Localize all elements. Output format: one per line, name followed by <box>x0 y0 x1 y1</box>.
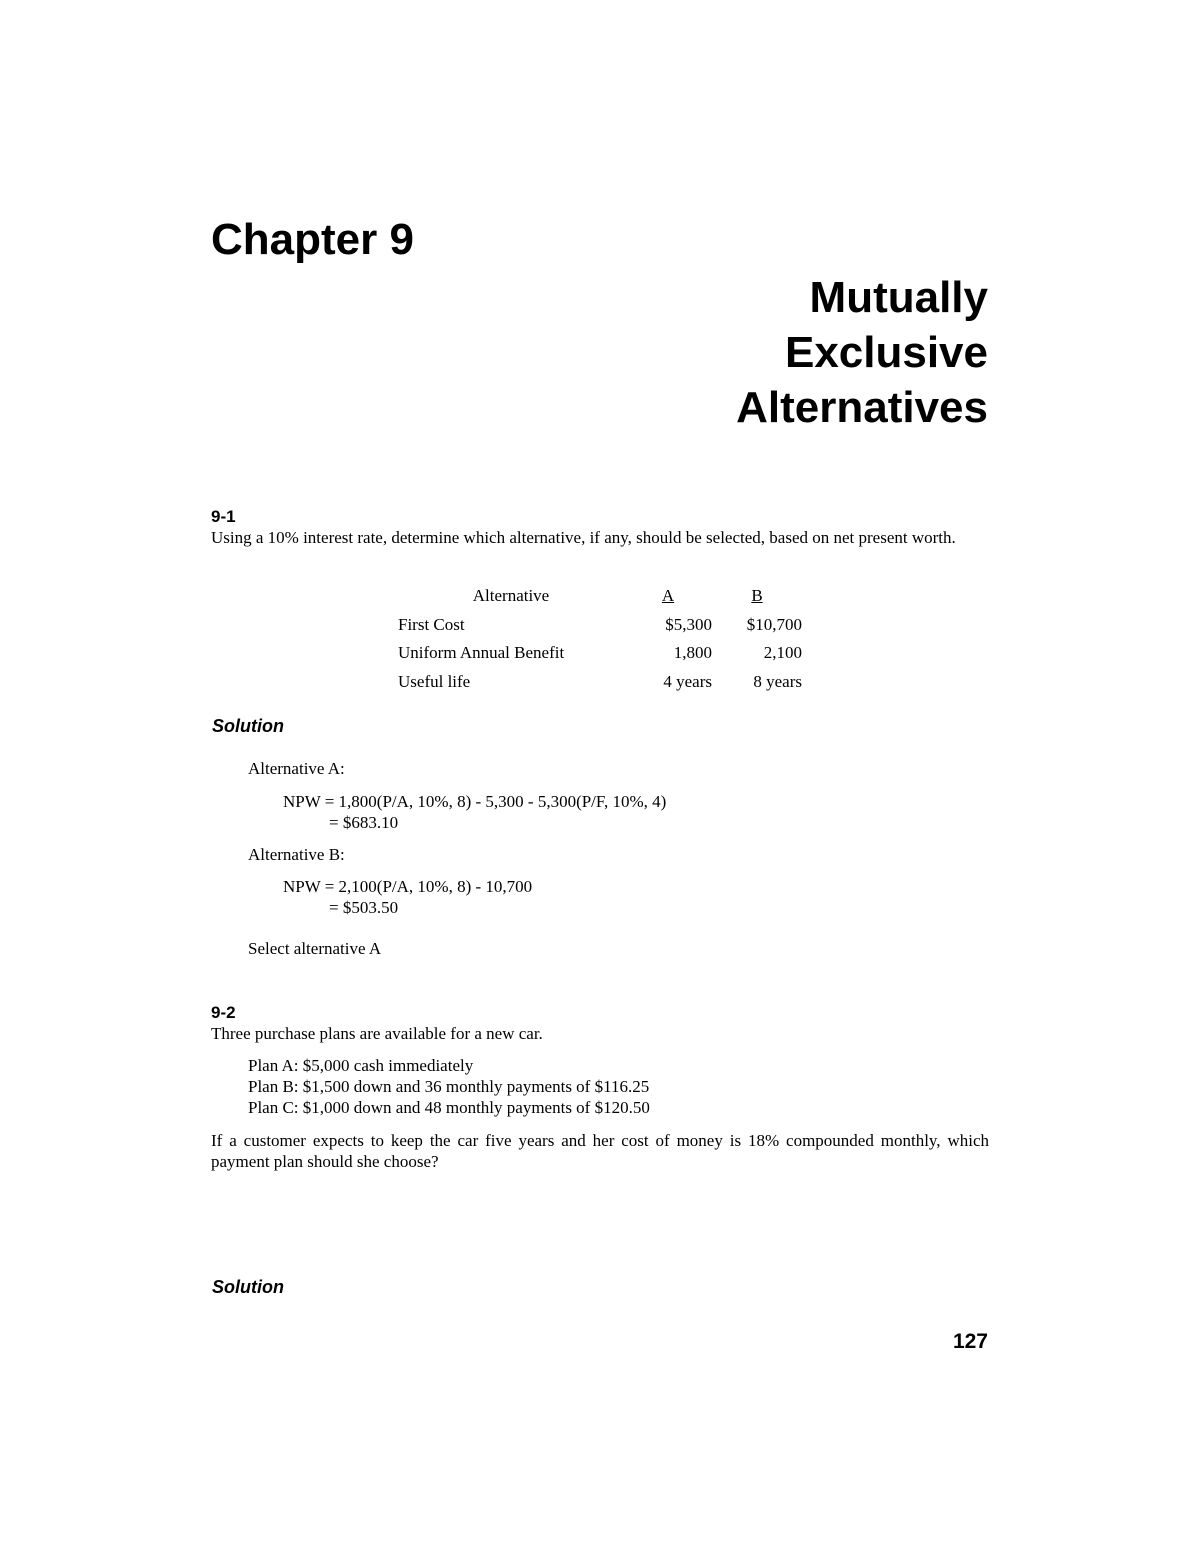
solution-alt-a-result: = $683.10 <box>329 813 399 832</box>
solution-1-heading: Solution <box>212 716 284 736</box>
table-header-row <box>398 582 802 611</box>
solution-alt-b-label: Alternative B: <box>248 845 345 864</box>
table-header-a <box>624 582 712 611</box>
subtitle-line-2: Exclusive <box>784 328 988 377</box>
table-cell-b: $10,700 <box>746 614 802 634</box>
table-cell-a: 1,800 <box>673 643 712 663</box>
problem-1-number: 9-1 <box>211 507 236 526</box>
problem-2-number: 9-2 <box>211 1003 236 1022</box>
table-header-alternative: Alternative <box>472 586 550 606</box>
subtitle-line-3: Alternatives <box>736 383 988 432</box>
table-cell-label: First Cost <box>398 614 465 634</box>
table-header-a-text: A <box>661 586 675 606</box>
alternatives-table <box>398 582 802 696</box>
table-cell-b: 8 years <box>753 672 802 692</box>
solution-alt-b-result: = $503.50 <box>329 898 399 917</box>
solution-alt-a-equation: NPW = 1,800(P/A, 10%, 8) - 5,300 - 5,300(P/F, 10%, 4) <box>283 792 667 811</box>
plan-item: Plan B: $1,500 down and 36 monthly payments of $116.25 <box>248 1077 650 1096</box>
table-header-b-text: B <box>751 586 763 606</box>
table-header-b <box>712 582 802 611</box>
solution-conclusion: Select alternative A <box>248 939 382 958</box>
solution-alt-b-equation: NPW = 2,100(P/A, 10%, 8) - 10,700 <box>283 877 533 896</box>
problem-2-intro: Three purchase plans are available for a new car. <box>211 1024 543 1043</box>
solution-alt-a-label: Alternative A: <box>248 759 345 778</box>
subtitle-line-1: Mutually <box>809 273 988 322</box>
table-row <box>398 611 802 640</box>
table-cell-label: Useful life <box>398 672 471 692</box>
table-row <box>398 668 802 697</box>
solution-2-heading: Solution <box>212 1277 284 1297</box>
chapter-title: Chapter 9 <box>211 215 414 264</box>
table-cell-label: Uniform Annual Benefit <box>398 643 565 663</box>
chapter-subtitle <box>736 270 988 435</box>
plan-item: Plan A: $5,000 cash immediately <box>248 1056 474 1075</box>
table-cell-a: 4 years <box>663 672 712 692</box>
problem-2-question: If a customer expects to keep the car five years and her cost of money is 18% compounded monthly, which payment plan should she choose? <box>211 1131 989 1171</box>
page-number: 127 <box>952 1330 988 1353</box>
table-row <box>398 639 802 668</box>
plan-item: Plan C: $1,000 down and 48 monthly payments of $120.50 <box>248 1098 650 1117</box>
problem-1-text: Using a 10% interest rate, determine which alternative, if any, should be selected, based on net present worth. <box>211 528 956 547</box>
table-cell-b: 2,100 <box>763 643 802 663</box>
table-cell-a: $5,300 <box>665 614 712 634</box>
